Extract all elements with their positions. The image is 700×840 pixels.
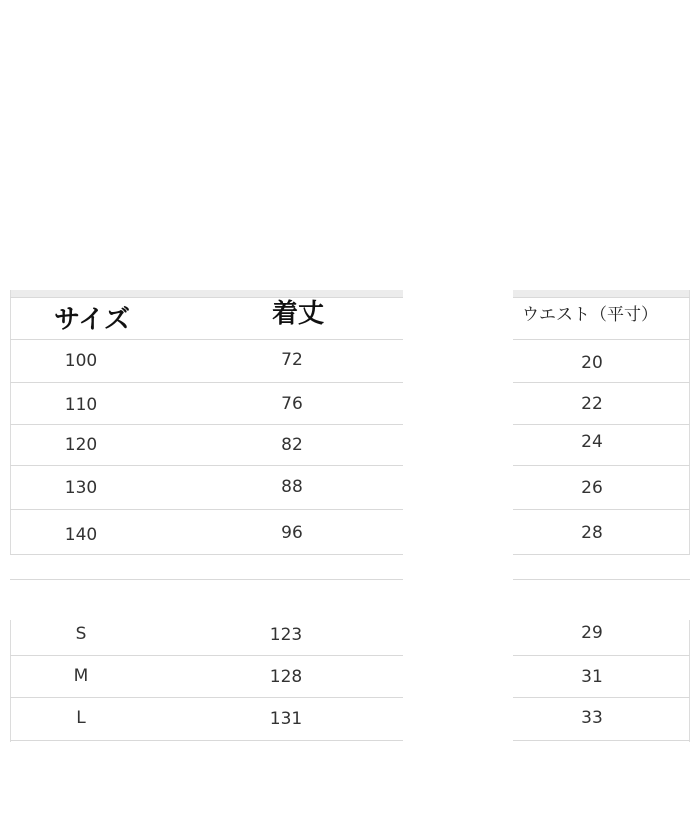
length-cell: 76 <box>281 394 303 414</box>
row-line <box>10 554 403 555</box>
header-top-border-left <box>10 290 403 297</box>
size-cell: L <box>76 708 86 728</box>
left-border-upper <box>10 290 11 555</box>
header-length: 着丈 <box>271 299 324 329</box>
waist-cell: 26 <box>581 478 603 498</box>
row-line <box>513 424 690 425</box>
row-line <box>10 509 403 510</box>
waist-cell: 24 <box>581 432 603 452</box>
row-line <box>10 382 403 383</box>
row-line <box>10 424 403 425</box>
right-border-upper <box>689 290 690 555</box>
row-line <box>513 509 690 510</box>
row-line <box>10 655 403 656</box>
row-line <box>513 465 690 466</box>
row-line <box>513 297 690 298</box>
size-cell: M <box>73 666 89 686</box>
row-line <box>10 297 403 298</box>
row-line <box>10 579 403 580</box>
length-cell: 123 <box>269 625 303 645</box>
row-line <box>513 697 690 698</box>
row-line <box>513 554 690 555</box>
size-cell: 130 <box>64 478 98 498</box>
waist-cell: 22 <box>581 394 603 414</box>
length-cell: 131 <box>269 709 303 729</box>
size-cell: 110 <box>64 395 98 415</box>
length-cell: 128 <box>269 667 303 687</box>
row-line <box>10 339 403 340</box>
length-cell: 96 <box>281 523 303 543</box>
row-line <box>10 740 403 741</box>
size-cell: S <box>75 624 87 644</box>
waist-cell: 31 <box>581 667 603 687</box>
header-top-border-right <box>513 290 690 297</box>
row-line <box>513 655 690 656</box>
size-cell: 120 <box>64 435 98 455</box>
row-line <box>513 382 690 383</box>
waist-cell: 28 <box>581 523 603 543</box>
length-cell: 88 <box>281 477 303 497</box>
size-cell: 140 <box>64 525 98 545</box>
right-border-lower <box>689 620 690 742</box>
size-cell: 100 <box>64 351 98 371</box>
waist-cell: 29 <box>581 623 603 643</box>
header-waist: ウエスト（平寸） <box>522 305 658 325</box>
row-line <box>10 697 403 698</box>
row-line <box>513 740 690 741</box>
waist-cell: 20 <box>581 353 603 373</box>
waist-cell: 33 <box>581 708 603 728</box>
row-line <box>10 465 403 466</box>
row-line <box>513 339 690 340</box>
length-cell: 72 <box>281 350 303 370</box>
length-cell: 82 <box>281 435 303 455</box>
left-border-lower <box>10 620 11 742</box>
row-line <box>513 579 690 580</box>
header-size: サイズ <box>54 305 130 335</box>
